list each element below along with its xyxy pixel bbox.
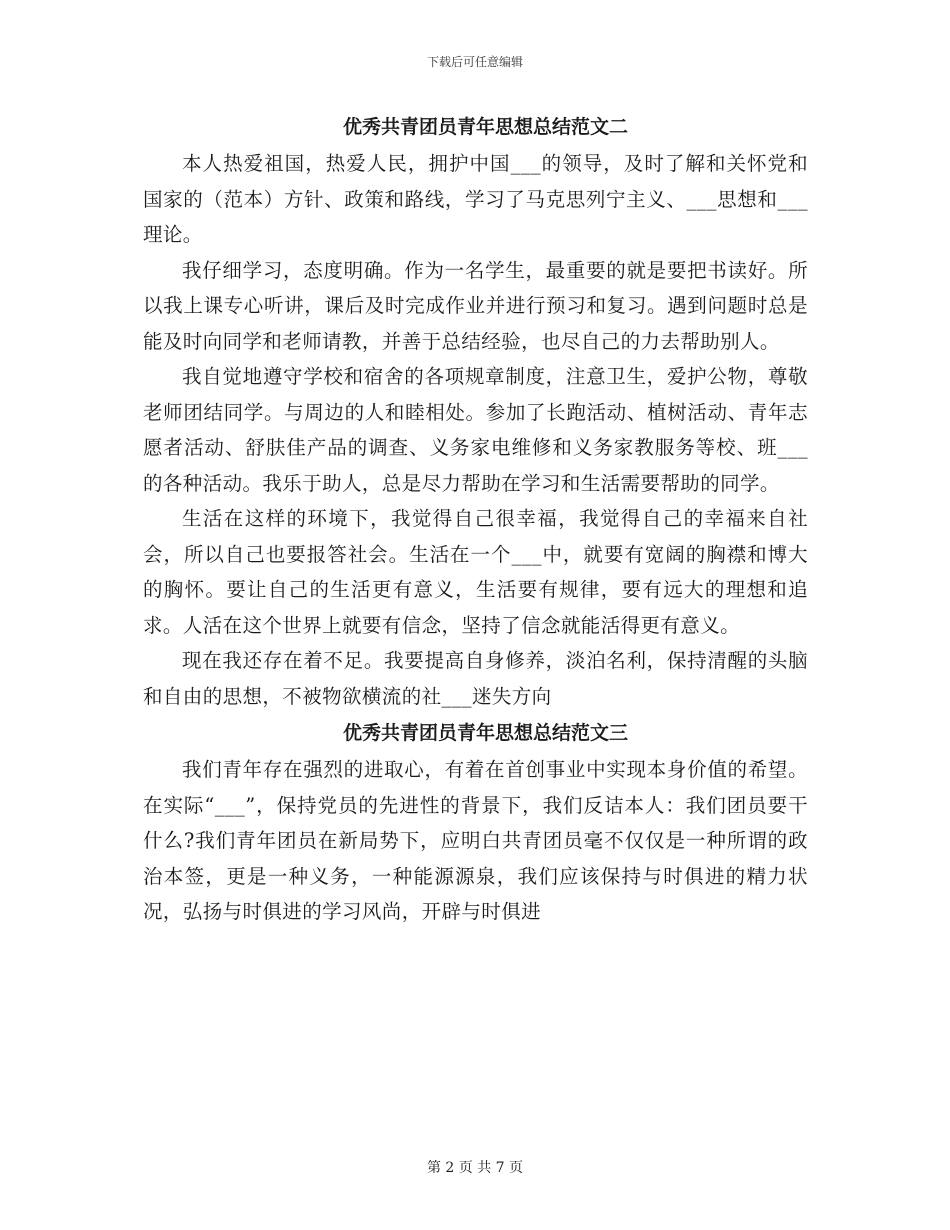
paragraph: 我仔细学习，态度明确。作为一名学生，最重要的就是要把书读好。所以我上课专心听讲，课后及时完成作业并进行预习和复习。遇到问题时总是能及时向同学和老师请教，并善于总结经验，也尽自己的力去帮助别人。 [143, 258, 808, 353]
page-number: 第 2 页 共 7 页 [426, 1160, 524, 1176]
paragraph: 生活在这样的环境下，我觉得自己很幸福，我觉得自己的幸福来自社会，所以自己也要报答社会。生活在一个___中，就要有宽阔的胸襟和博大的胸怀。要让自己的生活更有意义，生活要有规律，要有远大的理想和追求。人活在这个世界上就要有信念，坚持了信念就能活得更有意义。 [143, 507, 808, 637]
section-title-2: 优秀共青团员青年思想总结范文二 [342, 116, 628, 138]
paragraph: 本人热爱祖国，热爱人民，拥护中国___的领导，及时了解和关怀党和国家的（范本）方针、政策和路线，学习了马克思列宁主义、___思想和___理论。 [143, 152, 808, 246]
paragraph: 现在我还存在着不足。我要提高自身修养，淡泊名利，保持清醒的头脑和自由的思想，不被物欲横流的社___迷失方向 [143, 649, 808, 708]
header-note: 下载后可任意编辑 [426, 55, 523, 69]
document-body [143, 108, 808, 930]
paragraph: 我自觉地遵守学校和宿舍的各项规章制度，注意卫生，爱护公物，尊敬老师团结同学。与周边的人和睦相处。参加了长跑活动、植树活动、青年志愿者活动、舒肤佳产品的调查、义务家电维修和义务家教服务等校、班___的各种活动。我乐于助人，总是尽力帮助在学习和生活需要帮助的同学。 [143, 365, 808, 495]
section-title-3: 优秀共青团员青年思想总结范文三 [342, 722, 628, 744]
paragraph: 我们青年存在强烈的进取心，有着在首创事业中实现本身价值的希望。在实际“___”，保持党员的先进性的背景下，我们反诘本人：我们团员要干什么?我们青年团员在新局势下，应明白共青团员毫不仅仅是一种所谓的政治本签，更是一种义务，一种能源源泉，我们应该保持与时俱进的精力状况，弘扬与时俱进的学习风尚，开辟与时俱进 [143, 758, 808, 923]
